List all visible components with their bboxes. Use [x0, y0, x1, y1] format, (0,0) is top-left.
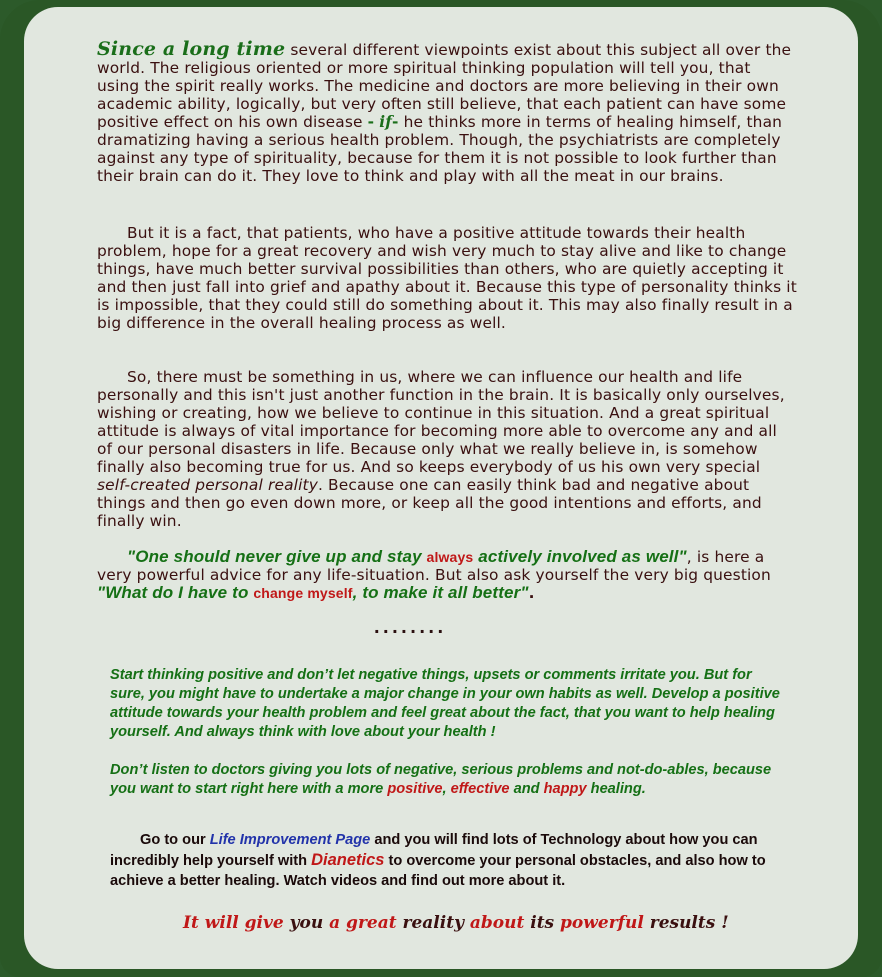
green-tip-positive-thinking: Start thinking positive and don’t let negative things, upsets or comments irritate you. But for sure, you might have to undertake a major change in your own habits as well. Develop a positive attitude towards your health problem and feel great about the fact, that you want to help healing yourself. And always think with love about your health !: [110, 667, 780, 740]
quote-change-myself: "What do I have to change myself, to make it all better": [97, 583, 529, 602]
paragraph-intro: Since a long time several different viewpoints exist about this subject all over the world. The religious oriented or more spiritual thinking population will tell you, that using the spirit really works. The medicine and doctors are more believing in their own academic ability, logically, but very often still believe, that each patient can have some positive effect on his own disease - if- he thinks more in terms of healing himself, than dramatizing having a serious health problem. Though, the psychiatrists are completely against any type of spirituality, because for them it is not possible to look further than their brain can do it. They love to think and play with all the meat in our brains.: [97, 38, 792, 185]
closing-statement: It will give you a great reality about its powerful results !: [183, 913, 729, 933]
quote-never-give-up: "One should never give up and stay always actively involved as well": [127, 547, 687, 566]
if-emphasis: if: [379, 113, 393, 131]
self-created-reality: self-created personal reality: [97, 476, 318, 494]
paragraph-positive-attitude: But it is a fact, that patients, who have a positive attitude towards their health problem, hope for a great recovery and wish very much to stay alive and like to change things, have much better survival possibilities than others, who are quietly accepting it and then just fall into grief and apathy about it. Because this type of personality thinks it is impossible, that they could still do something about it. This may also finally result in a big difference in the overall healing process as well.: [97, 224, 797, 332]
life-improvement-link[interactable]: Life Improvement Page: [209, 832, 371, 848]
green-tip-doctors: Don’t listen to doctors giving you lots of negative, serious problems and not-do-ables, because you want to start right here with a more positive, effective and happy healing.: [110, 762, 772, 797]
separator-dots: ........: [373, 618, 447, 637]
dianetics-highlight: Dianetics: [311, 851, 385, 869]
paragraph-spiritual-influence: So, there must be something in us, where we can influence our health and life personally and this isn't just another function in the brain. It is basically only ourselves, wishing or creating, how we believe to continue in this situation. And a great spiritual attitude is always of vital importance for becoming more able to overcome any and all of our personal disasters in life. Because only what we really believe in, is somehow finally also becoming true for us. And so keeps everybody of us his own very special self-created personal reality. Because one can easily think bad and negative about things and then go even down more, or keep all the good intentions and efforts, and finally win.: [97, 368, 785, 530]
paragraph-advice: "One should never give up and stay always actively involved as well", is here a very powerful advice for any life-situation. But also ask yourself the very big question "What do I have to change myself, to make it all better".: [97, 547, 771, 602]
lead-phrase: Since a long time: [97, 38, 286, 60]
call-to-action: Go to our Life Improvement Page and you will find lots of Technology about how you can incredibly help yourself with Dianetics to overcome your personal obstacles, and also how to achieve a better healing. Watch videos and find out more about it.: [110, 832, 766, 889]
